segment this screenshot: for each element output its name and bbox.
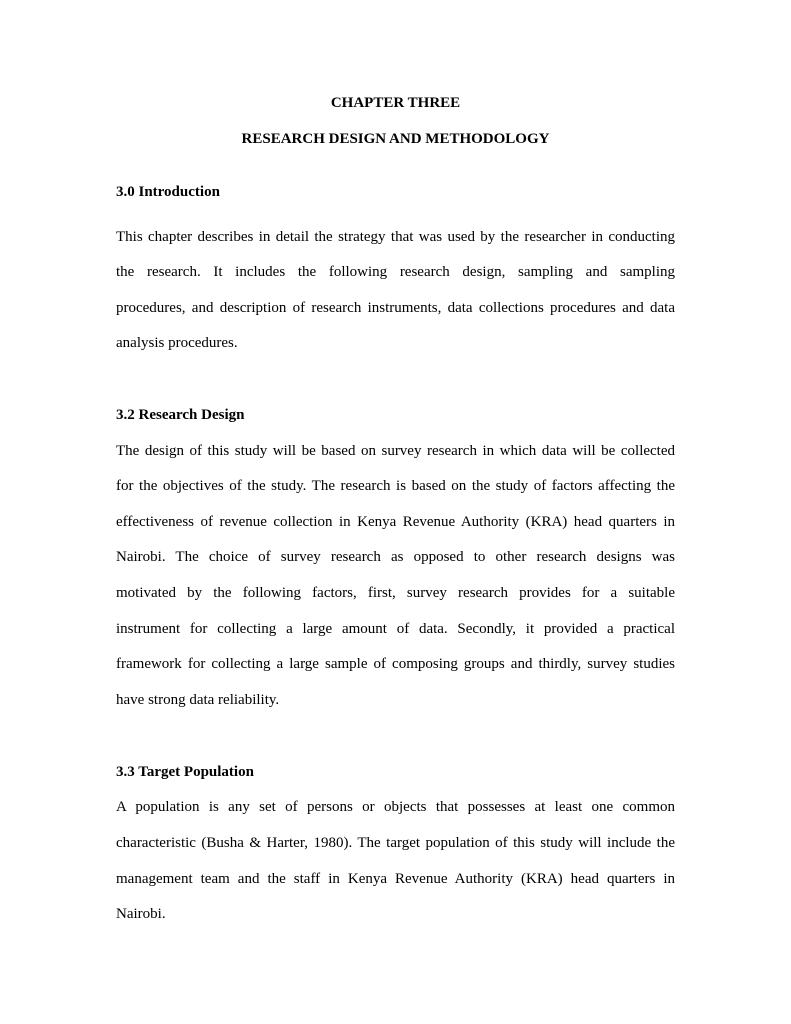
paragraph-line: Nairobi. The choice of survey research as opposed to other research designs was bbox=[116, 549, 675, 565]
chapter-title: CHAPTER THREE bbox=[330, 95, 461, 111]
paragraph-line: Nairobi. bbox=[116, 906, 166, 922]
paragraph-line: characteristic (Busha & Harter, 1980). The target population of this study will include the bbox=[116, 835, 675, 851]
section-heading-target-population: 3.3 Target Population bbox=[116, 764, 254, 780]
paragraph-line: management team and the staff in Kenya Revenue Authority (KRA) head quarters in bbox=[116, 871, 675, 887]
paragraph-line: have strong data reliability. bbox=[116, 692, 280, 708]
paragraph-line: effectiveness of revenue collection in Kenya Revenue Authority (KRA) head quarters in bbox=[116, 514, 675, 530]
paragraph-line: instrument for collecting a large amount of data. Secondly, it provided a practical bbox=[116, 621, 675, 637]
paragraph-line: procedures, and description of research instruments, data collections procedures and data bbox=[116, 300, 675, 316]
chapter-subtitle: RESEARCH DESIGN AND METHODOLOGY bbox=[241, 131, 550, 147]
section-heading-introduction: 3.0 Introduction bbox=[116, 184, 220, 200]
paragraph-line: for the objectives of the study. The research is based on the study of factors affecting the bbox=[116, 478, 675, 494]
paragraph-line: analysis procedures. bbox=[116, 335, 238, 351]
paragraph-line: This chapter describes in detail the strategy that was used by the researcher in conducting bbox=[116, 229, 675, 245]
section-heading-research-design: 3.2 Research Design bbox=[116, 407, 245, 423]
paragraph-line: framework for collecting a large sample of composing groups and thirdly, survey studies bbox=[116, 656, 675, 672]
paragraph-line: The design of this study will be based on survey research in which data will be collected bbox=[116, 443, 675, 459]
paragraph-line: the research. It includes the following research design, sampling and sampling bbox=[116, 264, 675, 280]
paragraph-line: A population is any set of persons or objects that possesses at least one common bbox=[116, 799, 675, 815]
paragraph-line: motivated by the following factors, first, survey research provides for a suitable bbox=[116, 585, 675, 601]
